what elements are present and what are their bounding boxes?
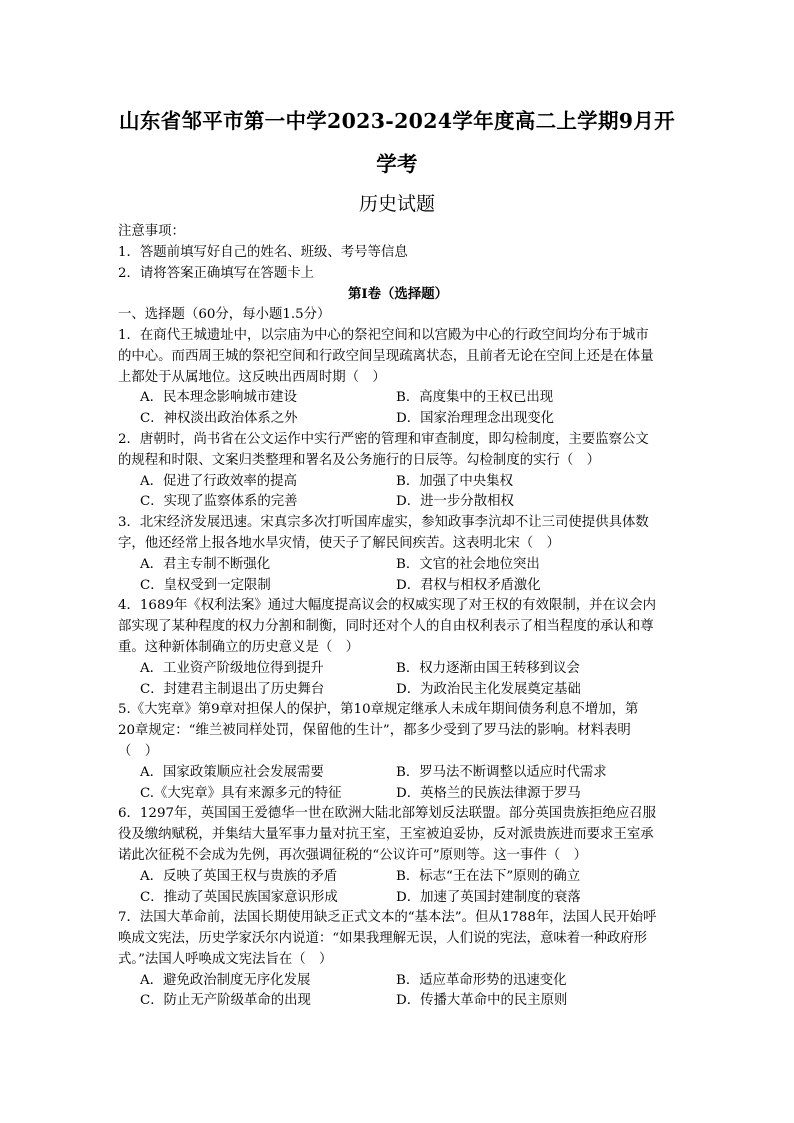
option-d: D．国家治理理念出现变化 <box>396 411 555 427</box>
option-b: B．权力逐渐由国王转移到议会 <box>396 660 580 676</box>
question-text-line: 6．1297年，英国国王爱德华一世在欧洲大陆北部筹划反法联盟。部分英国贵族拒绝应召服 <box>118 806 657 822</box>
question-text-line: 唤成文宪法，历史学家沃尔内说道：“如果我理解无误，人们说的宪法，意味着一种政府形 <box>118 931 648 947</box>
question-text-line: 的中心。而西周王城的祭祀空间和行政空间呈现疏离状态，且前者无论在空间上还是在体量 <box>118 348 654 364</box>
notice-item: 1．答题前填写好自己的姓名、班级、考号等信息 <box>118 244 408 260</box>
options <box>118 659 678 701</box>
option-a: A．避免政治制度无序化发展 <box>140 972 311 988</box>
question-text-line: 重。这种新体制确立的历史意义是（ ） <box>118 639 360 655</box>
option-d: D．传播大革命中的民主原则 <box>396 993 568 1009</box>
option-b: B．加强了中央集权 <box>396 473 513 489</box>
option-a: A．促进了行政效率的提高 <box>140 473 297 489</box>
option-c: C．防止无产阶级革命的出现 <box>140 993 311 1009</box>
exam-title-line1: 山东省邹平市第一中学2023-2024学年度高二上学期9月开 <box>119 109 675 133</box>
option-a: A．君主专制不断强化 <box>140 556 271 572</box>
option-c: C．封建君主制退出了历史舞台 <box>140 681 325 697</box>
notice-heading: 注意事项： <box>118 224 185 239</box>
option-a: A．反映了英国王权与贵族的矛盾 <box>140 868 338 884</box>
question-2 <box>118 430 678 513</box>
notice-item: 2．请将答案正确填写在答题卡上 <box>118 265 314 281</box>
option-a: A．民本理念影响城市建设 <box>140 390 297 406</box>
option-b: B．适应革命形势的迅速变化 <box>396 972 567 988</box>
question-5 <box>118 700 678 804</box>
option-c: C．实现了监察体系的完善 <box>140 494 298 510</box>
question-text-line: 式。”法国人呼唤成文宪法旨在（ ） <box>118 951 333 967</box>
exam-body <box>118 222 678 1012</box>
options <box>118 867 678 909</box>
question-text-line: 20章规定：“维兰被同样处罚，保留他的生计”，都多少受到了罗马法的影响。材料表明 <box>118 723 631 739</box>
question-4 <box>118 596 678 700</box>
question-text-line: 诺此次征税不会成为先例，再次强调征税的“公议许可”原则等。这一事件（ ） <box>118 847 587 863</box>
question-6 <box>118 804 678 908</box>
options <box>118 971 678 1013</box>
question-3 <box>118 513 678 596</box>
option-c: C.《大宪章》具有来源多元的特征 <box>140 785 342 801</box>
option-c: C．神权淡出政治体系之外 <box>140 411 298 427</box>
option-b: B．高度集中的王权已出现 <box>396 390 554 406</box>
options <box>118 388 678 430</box>
option-a: A．工业资产阶级地位得到提升 <box>140 660 324 676</box>
question-text-line: 3．北宋经济发展迅速。宋真宗多次打听国库虚实，参知政事李沆却不让三司使提供具体数 <box>118 515 649 531</box>
option-c: C．皇权受到一定限制 <box>140 577 271 593</box>
option-b: B．罗马法不断调整以适应时代需求 <box>396 764 607 780</box>
option-b: B．文官的社会地位突出 <box>396 556 540 572</box>
options <box>118 555 678 597</box>
option-d: D．英格兰的民族法律源于罗马 <box>396 785 581 801</box>
question-text-line: 字，他还经常上报各地水旱灾情，使天子了解民间疾苦。这表明北宋（ ） <box>118 535 560 551</box>
options <box>118 472 678 514</box>
option-b: B．标志“王在法下”原则的确立 <box>396 868 581 884</box>
question-text-line: 7．法国大革命前，法国长期使用缺乏正式文本的“基本法”。但从1788年，法国人民开始呼 <box>118 910 657 926</box>
option-d: D．加速了英国封建制度的衰落 <box>396 889 581 905</box>
question-text-line: （ ） <box>118 743 159 759</box>
question-text-line: 役及缴纳赋税，并集结大量军事力量对抗王室，王室被迫妥协，反对派贵族进而要求王室承 <box>118 827 654 843</box>
question-text-line: 4．1689年《权利法案》通过大幅度提高议会的权威实现了对王权的有效限制，并在议会内 <box>118 598 657 614</box>
question-text-line: 5.《大宪章》第9章对担保人的保护，第10章规定继承人未成年期间债务利息不增加，第 <box>118 702 639 718</box>
question-text-line: 1．在商代王城遗址中，以宗庙为中心的祭祀空间和以宫殿为中心的行政空间均分布于城市 <box>118 327 649 343</box>
question-text-line: 上都处于从属地位。这反映出西周时期（ ） <box>118 369 386 385</box>
option-a: A．国家政策顺应社会发展需要 <box>140 764 324 780</box>
exam-title-line2: 学考 <box>376 152 418 176</box>
question-7 <box>118 908 678 1012</box>
question-text-line: 部实现了某种程度的权力分割和制衡，同时还对个人的自由权利表示了相当程度的承认和尊 <box>118 619 654 635</box>
question-1 <box>118 326 678 430</box>
question-text-line: 2．唐朝时，尚书省在公文运作中实行严密的管理和审查制度，即勾检制度，主要监察公文 <box>118 431 649 447</box>
option-d: D．君权与相权矛盾激化 <box>396 577 541 593</box>
option-d: D．为政治民主化发展奠定基础 <box>396 681 581 697</box>
question-text-line: 的规程和时限、文案归类整理和署名及公务施行的日辰等。勾检制度的实行（ ） <box>118 452 601 468</box>
part-title: 一、选择题（60分，每小题1.5分） <box>118 307 331 323</box>
option-c: C．推动了英国民族国家意识形成 <box>140 889 338 905</box>
subject-title: 历史试题 <box>358 193 435 215</box>
options <box>118 763 678 805</box>
option-d: D．进一步分散相权 <box>396 494 514 510</box>
volume-title: 第I卷（选择题） <box>348 286 448 303</box>
